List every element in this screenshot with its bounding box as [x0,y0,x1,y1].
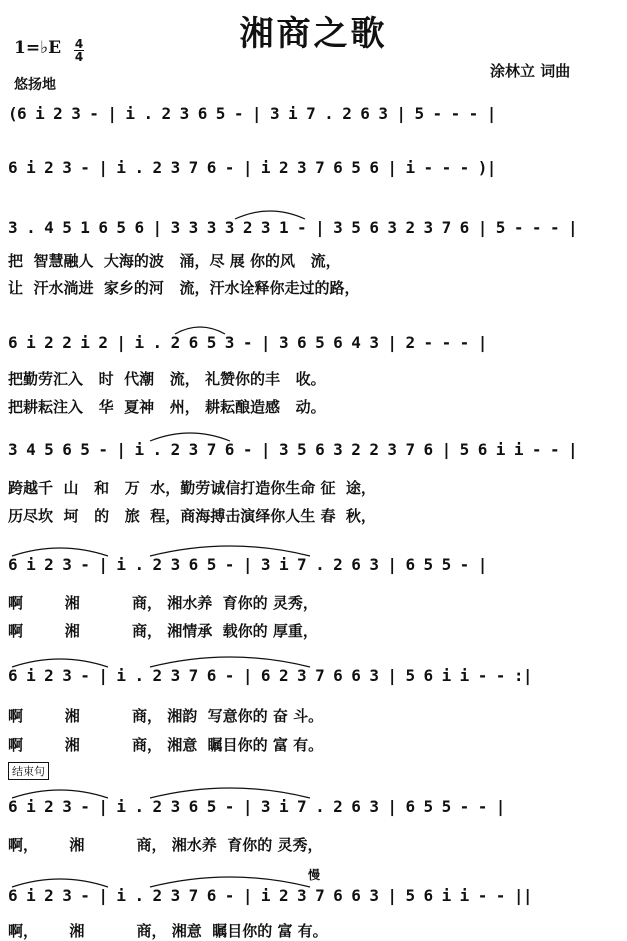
lyric-line: 让 汗水淌进 家乡的河 流，汗水诠释你走过的路， [8,279,360,297]
song-title: 湘商之歌 [239,14,388,54]
lyric-line: 啊 湘 商， 湘情承 载你的 厚重， [8,622,318,640]
notation-line: 6 i 2 2 i 2 | i . 2 6 5 3 - | 3 6 5 6 4 3 | 2 - - - | [8,333,487,352]
notation-line: 6 i 2 3 - | i . 2 3 7 6 - | 6 2 3 7 6 6 3 | 5 6 i i - - :| [8,666,532,685]
ending-marker: 结束句 [8,762,49,780]
tempo-marking: 悠扬地 [14,77,56,93]
lyric-line: 把耕耘注入 华 夏神 州， 耕耘酿造感 动。 [8,398,326,416]
lyric-line: 啊 湘 商， 湘韵 写意你的 奋 斗。 [8,707,324,725]
lyric-line: 啊 湘 商， 湘水养 育你的 灵秀， [8,594,318,612]
lyric-line: 把勤劳汇入 时 代潮 流， 礼赞你的丰 收。 [8,370,326,388]
notation-line: 6 i 2 3 - | i . 2 3 6 5 - | 3 i 7 . 2 6 3 | 6 5 5 - - | [8,797,505,816]
notation-line: (6 i 2 3 - | i . 2 3 6 5 - | 3 i 7 . 2 6 3 | 5 - - - | [8,104,496,123]
notation-line: 6 i 2 3 - | i . 2 3 7 6 - | i 2 3 7 6 5 6 | i - - - )| [8,158,496,177]
notation-line: 6 i 2 3 - | i . 2 3 7 6 - | i 2 3 7 6 6 3 | 5 6 i i - - || [8,886,532,905]
lyric-line: 啊 湘 商， 湘意 瞩目你的 富 有。 [8,736,324,754]
key-signature: 1=♭E [14,38,62,58]
lyric-line: 历尽坎 坷 的 旅 程，商海搏击演绎你人生 春 秋， [8,507,376,525]
lyric-line: 啊， 湘 商， 湘意 瞩目你的 富 有。 [8,922,328,940]
notation-line: 3 . 4 5 1 6 5 6 | 3 3 3 3 2 3 1 - | 3 5 6 3 2 3 7 6 | 5 - - - | [8,218,578,237]
slow-marking: 慢 [308,868,321,882]
credit-line: 涂林立 词曲 [490,62,571,80]
lyric-line: 跨越千 山 和 万 水，勤劳诚信打造你生命 征 途， [8,479,376,497]
meter-bottom: 4 [74,50,84,64]
lyric-line: 把 智慧融人 大海的波 涌，尽 展 你的风 流， [8,252,341,270]
notation-line: 6 i 2 3 - | i . 2 3 6 5 - | 3 i 7 . 2 6 3 | 6 5 5 - | [8,555,487,574]
meter-top: 4 [74,37,84,51]
notation-line: 3 4 5 6 5 - | i . 2 3 7 6 - | 3 5 6 3 2 2 3 7 6 | 5 6 i i - - | [8,440,578,459]
lyric-line: 啊， 湘 商， 湘水养 育你的 灵秀， [8,836,323,854]
